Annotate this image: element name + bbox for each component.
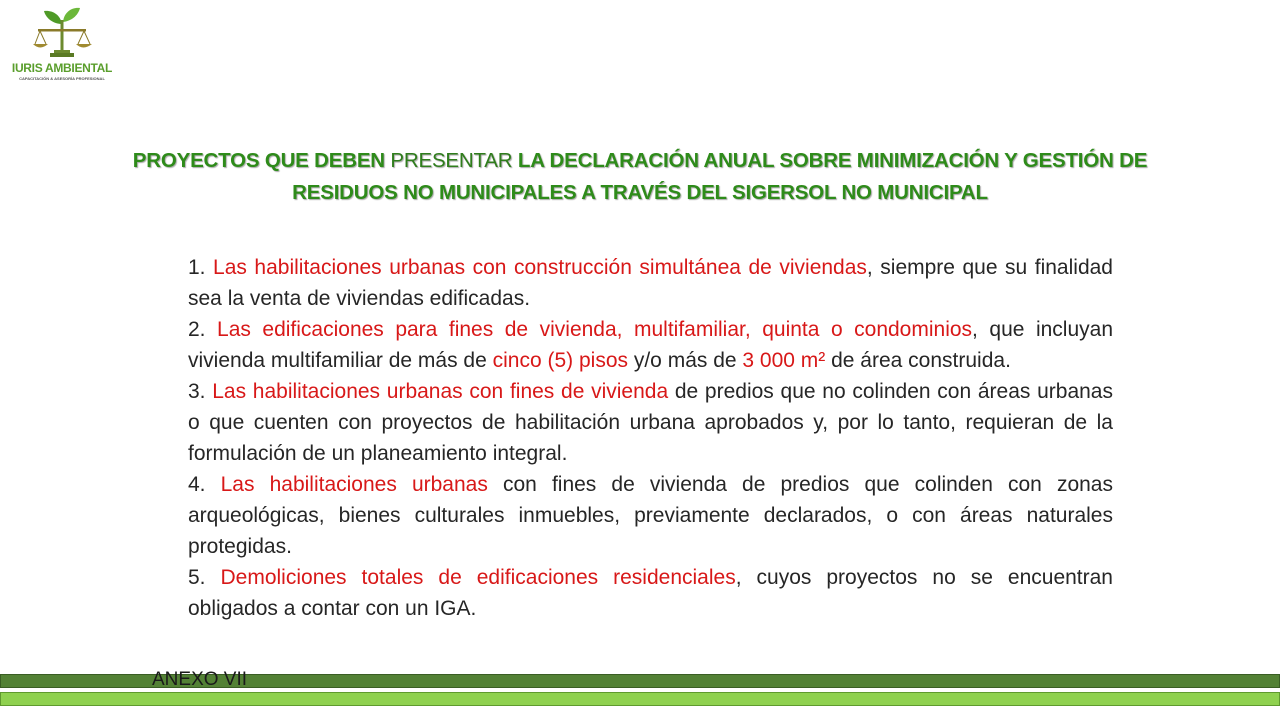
item-number: 3.	[188, 380, 213, 403]
item-text: , que incluyan vivienda multifamiliar de más de	[188, 318, 1113, 372]
item-highlight: Demoliciones totales de edificaciones residenciales	[220, 566, 736, 589]
item-highlight-floors: cinco (5) pisos	[492, 349, 629, 372]
list-item-1	[188, 252, 1113, 314]
list-item-5	[188, 562, 1113, 624]
item-text: , cuyos proyectos no se encuentran obligados a contar con un IGA.	[188, 566, 1113, 620]
item-text: , siempre que su finalidad sea la venta de viviendas edificadas.	[188, 256, 1113, 310]
logo-tagline: CAPACITACIÓN & ASESORÍA PROFESIONAL	[19, 76, 105, 81]
logo	[8, 4, 116, 82]
item-number: 5.	[188, 566, 221, 589]
item-text: con fines de vivienda de predios que colinden con zonas arqueológicas, bienes culturales inmuebles, previamente declarados, o con áreas naturales protegidas.	[188, 473, 1113, 558]
item-text: de predios que no colinden con áreas urbanas o que cuenten con proyectos de habilitación urbana aprobados y, por lo tanto, requieran de la formulación de un planeamiento integral.	[188, 380, 1113, 465]
item-number: 1.	[188, 256, 214, 279]
title-part-3: LA DECLARACIÓN ANUAL SOBRE MINIMIZACIÓN Y GESTIÓN DE RESIDUOS NO MUNICIPALES A TRAVÉS DEL SIGERSOL NO MUNICIPAL	[292, 149, 1148, 204]
item-highlight: Las habilitaciones urbanas con fines de vivienda	[212, 380, 669, 403]
item-highlight: Las edificaciones para fines de vivienda, multifamiliar, quinta o condominios	[217, 318, 973, 341]
item-number: 2.	[188, 318, 218, 341]
logo-name: IURIS AMBIENTAL	[11, 61, 113, 75]
list-item-3	[188, 376, 1113, 469]
item-highlight-area: 3 000 m²	[742, 349, 826, 372]
list-item-4	[188, 469, 1113, 562]
item-highlight: Las habilitaciones urbanas	[220, 473, 488, 496]
scales-sprout-icon	[30, 4, 94, 62]
item-text: de área construida.	[825, 349, 1011, 372]
item-highlight: Las habilitaciones urbanas con construcción simultánea de viviendas	[213, 256, 867, 279]
title-part-1: PROYECTOS QUE DEBEN	[132, 149, 391, 172]
item-number: 4.	[188, 473, 221, 496]
footer-band-light	[0, 692, 1280, 706]
project-list	[188, 252, 1113, 624]
title-part-2: PRESENTAR	[390, 149, 513, 172]
list-item-2	[188, 314, 1113, 376]
annex-label: ANEXO VII	[152, 669, 248, 690]
page-title	[130, 145, 1150, 209]
item-text: y/o más de	[628, 349, 743, 372]
